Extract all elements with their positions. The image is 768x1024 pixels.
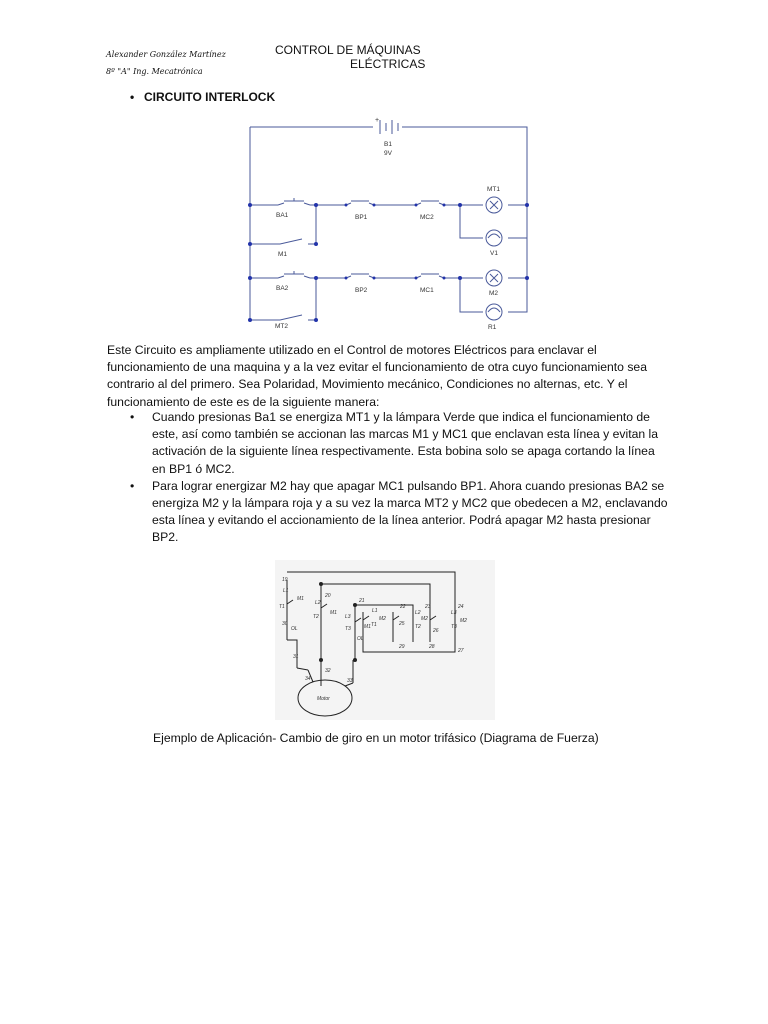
label-m2: M2	[489, 290, 499, 297]
terminal-label: T3	[451, 624, 457, 630]
terminal-label: T1	[279, 604, 285, 610]
list-item: • Para lograr energizar M2 hay que apagar MC1 pulsando BP1. Ahora cuando presionas BA2 se energiza M2 y la lámpara roja y a su vez la marca MT2 y MC2 que obedecen a M2, enclavando esta línea y evitando el accionamiento de la línea anterior. Podrá apagar M2 hasta presionar BP2.	[130, 478, 670, 547]
node-label: 19	[282, 577, 288, 583]
author-group: 8º "A" Ing. Mecatrónica	[106, 67, 203, 76]
node-label: 31	[293, 654, 299, 660]
node-label: 34	[305, 676, 311, 682]
node-label: 25	[399, 621, 405, 627]
label-m1: M1	[278, 251, 288, 258]
terminal-label: T2	[415, 624, 421, 630]
section-title: CIRCUITO INTERLOCK	[144, 90, 276, 104]
description-paragraph: Este Circuito es ampliamente utilizado en el Control de motores Eléctricos para enclavar el funcionamiento de una maquina y a la vez evitar el funcionamiento de otra cuyo funcionamiento sea contrario al del primero. Sea Polaridad, Movimiento mecánico, Condiciones no alternas, etc. Y el funcionamiento de este es de la siguiente manera:	[107, 343, 647, 409]
line-label: L3	[451, 610, 457, 616]
label-ba1: BA1	[276, 212, 289, 219]
interlock-circuit-diagram	[240, 110, 540, 335]
node-label: 30	[282, 621, 288, 627]
label-mc1: MC1	[420, 287, 434, 294]
label-bp1: BP1	[355, 214, 368, 221]
list-item: • Cuando presionas Ba1 se energiza MT1 y la lámpara Verde que indica el funcionamiento de este, así como también se accionan las marcas M1 y MC1 que enclavan esta línea y evitan la activación de la siguiente línea respectivamente. Esta bobina solo se apaga cortando la línea en BP1 ó MC2.	[130, 409, 670, 478]
line-label: L2	[315, 600, 321, 606]
line-label: L2	[415, 610, 421, 616]
bullet-icon: •	[130, 90, 135, 104]
document-title	[275, 43, 425, 71]
label-mt1: MT1	[487, 186, 500, 193]
contact-label: M1	[364, 624, 371, 630]
node-label: 27	[458, 648, 464, 654]
terminal-label: T1	[371, 622, 377, 628]
title-line-1: CONTROL DE MÁQUINAS	[275, 43, 421, 57]
line-label: L1	[283, 588, 289, 594]
node-label: 26	[433, 628, 439, 634]
contact-label: M1	[330, 610, 337, 616]
contact-label: M2	[421, 616, 428, 622]
label-v1: V1	[490, 250, 498, 257]
node-label: 29	[399, 644, 405, 650]
label-mt2: MT2	[275, 323, 288, 330]
ol-label: OL	[357, 636, 364, 642]
contact-label: M1	[297, 596, 304, 602]
contact-label: M2	[379, 616, 386, 622]
svg-text:+: +	[375, 117, 380, 124]
node-label: 32	[325, 668, 331, 674]
ol-label: OL	[291, 626, 298, 632]
label-mc2: MC2	[420, 214, 434, 221]
author-name: Alexander González Martínez	[106, 50, 226, 59]
explanation-list	[130, 409, 670, 547]
label-r1: R1	[488, 324, 497, 331]
terminal-label: T2	[313, 614, 319, 620]
node-label: 24	[458, 604, 464, 610]
line-label: L3	[345, 614, 351, 620]
node-label: 21	[359, 598, 365, 604]
node-label: 22	[400, 604, 406, 610]
label-b1: B1	[384, 141, 392, 148]
section-heading	[130, 90, 275, 104]
motor-label: Motor	[317, 696, 330, 702]
node-label: 20	[325, 593, 331, 599]
title-line-2: ELÉCTRICAS	[350, 57, 426, 71]
label-ba2: BA2	[276, 285, 289, 292]
figure-caption: Ejemplo de Aplicación- Cambio de giro en un motor trifásico (Diagrama de Fuerza)	[153, 731, 599, 745]
author-block	[106, 46, 226, 80]
line-label: L1	[372, 608, 378, 614]
motor-power-diagram	[275, 560, 495, 720]
label-9v: 9V	[384, 150, 392, 157]
terminal-label: T3	[345, 626, 351, 632]
node-label: 33	[347, 678, 353, 684]
contact-label: M2	[460, 618, 467, 624]
node-label: 28	[429, 644, 435, 650]
label-bp2: BP2	[355, 287, 368, 294]
node-label: 23	[425, 604, 431, 610]
